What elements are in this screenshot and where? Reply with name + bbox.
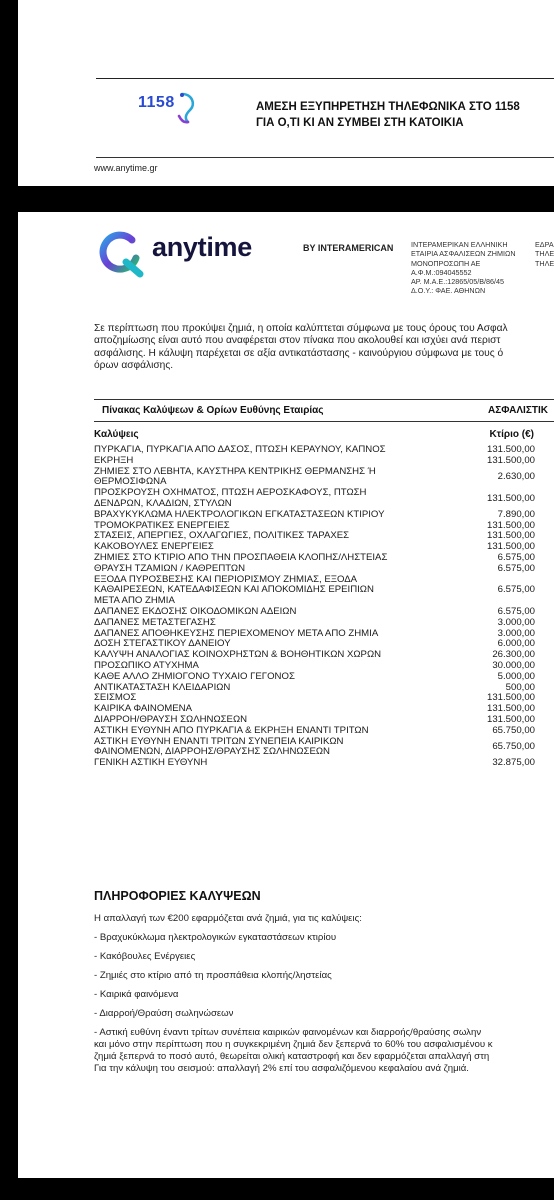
coverage-value: 6.575,00 [497, 605, 535, 617]
coverage-label-line: ΚΑΚΟΒΟΥΛΕΣ ΕΝΕΡΓΕΙΕΣ [94, 541, 214, 553]
coverage-label-line: ΑΣΤΙΚΗ ΕΥΘΥΝΗ ΕΝΑΝΤΙ ΤΡΙΤΩΝ ΣΥΝΕΠΕΙΑ ΚΑΙΡΙΚΩΝ [94, 735, 344, 747]
coverage-label [94, 445, 454, 456]
coverage-value: 131.500,00 [486, 492, 535, 504]
coverage-value: 131.500,00 [486, 444, 535, 455]
coverage-label-line: ΚΑΘΑΙΡΕΣΕΩΝ, ΚΑΤΕΔΑΦΙΣΕΩΝ ΚΑΙ ΑΠΟΚΟΜΙΔΗΣ ΕΡΕΙΠΙΩΝ [94, 584, 374, 596]
coverage-page [18, 212, 554, 1178]
coverage-value: 30.000,00 [492, 659, 535, 671]
coverage-label-line: ΘΡΑΥΣΗ ΤΖΑΜΙΩΝ / ΚΑΘΡΕΠΤΩΝ [94, 562, 246, 574]
coverage-label [94, 564, 454, 575]
coverage-label-line: ΕΚΡΗΞΗ [94, 454, 134, 466]
coverage-label-line: ΖΗΜΙΕΣ ΣΤΟ ΚΤΙΡΙΟ ΑΠΟ ΤΗΝ ΠΡΟΣΠΑΘΕΙΑ ΚΛΟΠΗΣ/ΛΗΣΤΕΙΑΣ [94, 551, 388, 563]
intro-line: αποζημίωσης είναι αυτό που αναφέρεται στον πίνακα που ακολουθεί και ισχύει ανά περιστ [94, 335, 501, 347]
anytime-logo-icon [94, 228, 148, 280]
company-line: Α.Φ.Μ.:094045552 [411, 267, 472, 277]
hotline-headline [256, 99, 520, 131]
coverage-label-line: ΠΥΡΚΑΓΙΑ, ΠΥΡΚΑΓΙΑ ΑΠΟ ΔΑΣΟΣ, ΠΤΩΣΗ ΚΕΡΑΥΝΟΥ, ΚΑΠΝΟΣ [94, 444, 386, 455]
coverage-label [94, 672, 454, 683]
info-line: - Καιρικά φαινόμενα [94, 989, 179, 1000]
coverage-label-line: ΣΤΑΣΕΙΣ, ΑΠΕΡΓΙΕΣ, ΟΧΛΑΓΩΓΙΕΣ, ΠΟΛΙΤΙΚΕΣ ΤΑΡΑΧΕΣ [94, 530, 350, 542]
info-line: ζημιά ξεπερνά το ποσό αυτό, θεωρείται ολική καταστροφή και δεν εφαρμόζεται απαλλαγή στη [94, 1051, 490, 1062]
info-line: - Διαρροή/Θραύση σωληνώσεων [94, 1008, 234, 1019]
coverage-value: 6.575,00 [497, 551, 535, 563]
coverage-label [94, 456, 454, 467]
coverage-value: 6.575,00 [497, 584, 535, 596]
headline-line-2: ΓΙΑ Ο,ΤΙ ΚΙ ΑΝ ΣΥΜΒΕΙ ΣΤΗ ΚΑΤΟΙΚΙΑ [256, 117, 464, 129]
info-line: - Βραχυκύκλωμα ηλεκτρολογικών εγκαταστάσεων κτιρίου [94, 932, 337, 943]
coverage-label-line: ΦΑΙΝΟΜΕΝΩΝ, ΔΙΑΡΡΟΗΣ/ΘΡΑΥΣΗΣ ΣΩΛΗΝΩΣΕΩΝ [94, 746, 330, 758]
coverage-label-line: ΤΡΟΜΟΚΡΑΤΙΚΕΣ ΕΝΕΡΓΕΙΕΣ [94, 519, 230, 531]
coverage-value: 131.500,00 [486, 454, 535, 466]
coverage-label-line: ΚΑΘΕ ΑΛΛΟ ΖΗΜΙΟΓΟΝΟ ΤΥΧΑΙΟ ΓΕΓΟΝΟΣ [94, 670, 295, 682]
table-row [94, 683, 542, 694]
table-top-rule [94, 399, 554, 400]
company-details [411, 240, 516, 296]
company-line: ΙΝΤΕΡΑΜΕΡΙΚΑΝ ΕΛΛΗΝΙΚΗ [411, 240, 508, 249]
info-line: - Αστική ευθύνη έναντι τρίτων συνέπεια καιρικών φαινομένων και διαρροής/θραύσης σωλην [94, 1027, 482, 1038]
coverage-label-line: ΑΝΤΙΚΑΤΑΣΤΑΣΗ ΚΛΕΙΔΑΡΙΩΝ [94, 681, 231, 693]
table-row [94, 726, 542, 737]
coverage-value: 3.000,00 [497, 627, 535, 639]
coverage-label-line: ΑΣΤΙΚΗ ΕΥΘΥΝΗ ΑΠΟ ΠΥΡΚΑΓΙΑ & ΕΚΡΗΞΗ ΕΝΑΝΤΙ ΤΡΙΤΩΝ [94, 724, 369, 736]
column-header-coverage: Καλύψεις [94, 429, 139, 440]
company-details-right [535, 240, 554, 268]
company-line: ΑΡ. Μ.Α.Ε.:12865/05/Β/86/45 [411, 277, 504, 287]
table-title: Πίνακας Καλύψεων & Ορίων Ευθύνης Εταιρίας [102, 405, 324, 416]
coverage-label-line: ΒΡΑΧΥΚΥΚΛΩΜΑ ΗΛΕΚΤΡΟΛΟΓΙΚΩΝ ΕΓΚΑΤΑΣΤΑΣΕΩΝ ΚΤΙΡΙΟΥ [94, 508, 385, 520]
coverage-label-line: ΠΡΟΣΩΠΙΚΟ ΑΤΥΧΗΜΑ [94, 659, 199, 671]
coverage-label [94, 683, 454, 694]
coverage-label [94, 758, 454, 769]
coverage-value: 26.300,00 [492, 649, 535, 661]
company-line: ΕΤΑΙΡΙΑ ΑΣΦΑΛΙΣΕΩΝ ΖΗΜΙΩΝ [411, 249, 516, 259]
coverage-label [94, 488, 454, 510]
top-divider [96, 78, 554, 79]
coverage-label [94, 575, 454, 607]
coverage-label-line: ΣΕΙΣΜΟΣ [94, 692, 137, 704]
coverage-label-line: ΕΞΟΔΑ ΠΥΡΟΣΒΕΣΗΣ ΚΑΙ ΠΕΡΙΟΡΙΣΜΟΥ ΖΗΜΙΑΣ, ΕΞΟΔΑ [94, 573, 358, 585]
coverage-label-line: ΘΕΡΜΟΣΙΦΩΝΑ [94, 476, 167, 488]
table-row [94, 510, 542, 521]
company-line: ΜΟΝΟΠΡΟΣΩΠΗ ΑΕ [411, 258, 481, 268]
intro-paragraph [94, 323, 554, 372]
coverage-label [94, 737, 454, 759]
table-row [94, 488, 542, 510]
footer-divider [96, 157, 554, 158]
table-row [94, 445, 542, 456]
coverage-value: 131.500,00 [486, 703, 535, 715]
coverage-label-line: ΔΑΠΑΝΕΣ ΕΚΔΟΣΗΣ ΟΙΚΟΔΟΜΙΚΩΝ ΑΔΕΙΩΝ [94, 605, 297, 617]
coverage-label-line: ΔΟΣΗ ΣΤΕΓΑΣΤΙΚΟΥ ΔΑΝΕΙΟΥ [94, 638, 231, 650]
info-intro: Η απαλλαγή των €200 εφαρμόζεται ανά ζημιά, για τις καλύψεις: [94, 913, 362, 924]
coverage-label-line: ΠΡΟΣΚΡΟΥΣΗ ΟΧΗΜΑΤΟΣ, ΠΤΩΣΗ ΑΕΡΟΣΚΑΦΟΥΣ, ΠΤΩΣΗ [94, 487, 367, 499]
coverage-value: 131.500,00 [486, 692, 535, 704]
table-row [94, 618, 542, 629]
coverage-label-line: ΓΕΝΙΚΗ ΑΣΤΙΚΗ ΕΥΘΥΝΗ [94, 757, 208, 769]
info-line: - Κακόβουλες Ενέργειες [94, 951, 196, 962]
coverage-value: 500,00 [505, 681, 535, 693]
table-row [94, 575, 542, 607]
company-line: ΕΔΡΑ [535, 240, 554, 249]
info-line: και μόνο στην περίπτωση που η συγκεκριμένη ζημιά δεν ξεπερνά το 60% του ασφαλισμένου κ [94, 1039, 493, 1050]
company-line: Δ.Ο.Υ.: ΦΑΕ. ΑΘΗΝΩΝ [411, 286, 486, 296]
coverage-label-line: ΚΑΙΡΙΚΑ ΦΑΙΝΟΜΕΝΑ [94, 703, 193, 715]
coverage-label-line: ΔΙΑΡΡΟΗ/ΘΡΑΥΣΗ ΣΩΛΗΝΩΣΕΩΝ [94, 713, 248, 725]
brand-byline: BY INTERAMERICAN [303, 243, 394, 253]
coverage-value: 131.500,00 [486, 713, 535, 725]
table-row [94, 564, 542, 575]
coverage-value: 131.500,00 [486, 530, 535, 542]
intro-line: ασφάλισης. Η κάλυψη παρέχεται σε αξία αντικατάστασης - καινούργιου σύμφωνα με τους ό [94, 347, 504, 359]
info-line: - Ζημιές στο κτίριο από τη προσπάθεια κλοπής/ληστείας [94, 970, 332, 981]
intro-line: Σε περίπτωση που προκύψει ζημιά, η οποία καλύπτεται σύμφωνα με τους όρους του Ασφαλ [94, 323, 508, 334]
coverage-label [94, 618, 454, 629]
table-row [94, 758, 542, 769]
coverage-label-line: ΔΑΠΑΝΕΣ ΑΠΟΘΗΚΕΥΣΗΣ ΠΕΡΙΕΧΟΜΕΝΟΥ ΜΕΤΑ ΑΠΟ ΖΗΜΙΑ [94, 627, 379, 639]
table-title-right: ΑΣΦΑΛΙΣΤΙΚ [488, 405, 548, 416]
coverage-value: 5.000,00 [497, 670, 535, 682]
coverage-label-line: ΔΕΝΔΡΩΝ, ΚΛΑΔΙΩΝ, ΣΤΥΛΩΝ [94, 497, 232, 509]
coverage-value: 65.750,00 [492, 724, 535, 736]
coverage-value: 6.000,00 [497, 638, 535, 650]
coverage-value: 32.875,00 [492, 757, 535, 769]
top-page [18, 0, 554, 186]
table-row [94, 737, 542, 759]
coverage-table [94, 445, 542, 769]
phone-icon [176, 90, 202, 126]
coverage-value: 3.000,00 [497, 616, 535, 628]
coverage-label-line: ΖΗΜΙΕΣ ΣΤΟ ΛΕΒΗΤΑ, ΚΑΥΣΤΗΡΑ ΚΕΝΤΡΙΚΗΣ ΘΕΡΜΑΝΣΗΣ Ή [94, 465, 376, 477]
table-header-rule [94, 421, 554, 422]
coverage-value: 7.890,00 [497, 508, 535, 520]
coverage-value: 6.575,00 [497, 562, 535, 574]
column-header-building: Κτίριο (€) [489, 429, 534, 440]
coverage-value: 65.750,00 [492, 740, 535, 752]
info-line: Για την κάλυψη του σεισμού: απαλλαγή 2% επί του ασφαλιζόμενου κεφαλαίου ανά ζημιά. [94, 1063, 469, 1074]
coverage-value: 131.500,00 [486, 519, 535, 531]
company-line: ΤΗΛΕ [535, 258, 554, 268]
intro-line: όρων ασφάλισης. [94, 359, 174, 371]
table-row [94, 467, 542, 489]
table-row [94, 456, 542, 467]
coverage-label-line: ΚΑΛΥΨΗ ΑΝΑΛΟΓΙΑΣ ΚΟΙΝΟΧΡΗΣΤΩΝ & ΒΟΗΘΗΤΙΚΩΝ ΧΩΡΩΝ [94, 649, 382, 661]
table-row [94, 672, 542, 683]
company-line: ΤΗΛΕ [535, 249, 554, 259]
hotline-number: 1158 [138, 94, 175, 111]
coverage-label [94, 726, 454, 737]
coverage-value: 2.630,00 [497, 470, 535, 482]
hotline-logo [138, 92, 208, 130]
brand-name: anytime [152, 232, 252, 262]
coverage-label [94, 510, 454, 521]
coverage-label [94, 467, 454, 489]
info-title: ΠΛΗΡΟΦΟΡΙΕΣ ΚΑΛΥΨΕΩΝ [94, 889, 261, 903]
coverage-label-line: ΔΑΠΑΝΕΣ ΜΕΤΑΣΤΕΓΑΣΗΣ [94, 616, 216, 628]
website-link[interactable]: www.anytime.gr [94, 163, 158, 173]
headline-line-1: ΑΜΕΣΗ ΕΞΥΠΗΡΕΤΗΣΗ ΤΗΛΕΦΩΝΙΚΑ ΣΤΟ 1158 [256, 101, 520, 113]
coverage-label-line: ΜΕΤΑ ΑΠΟ ΖΗΜΙΑ [94, 595, 175, 607]
coverage-value: 131.500,00 [486, 541, 535, 553]
